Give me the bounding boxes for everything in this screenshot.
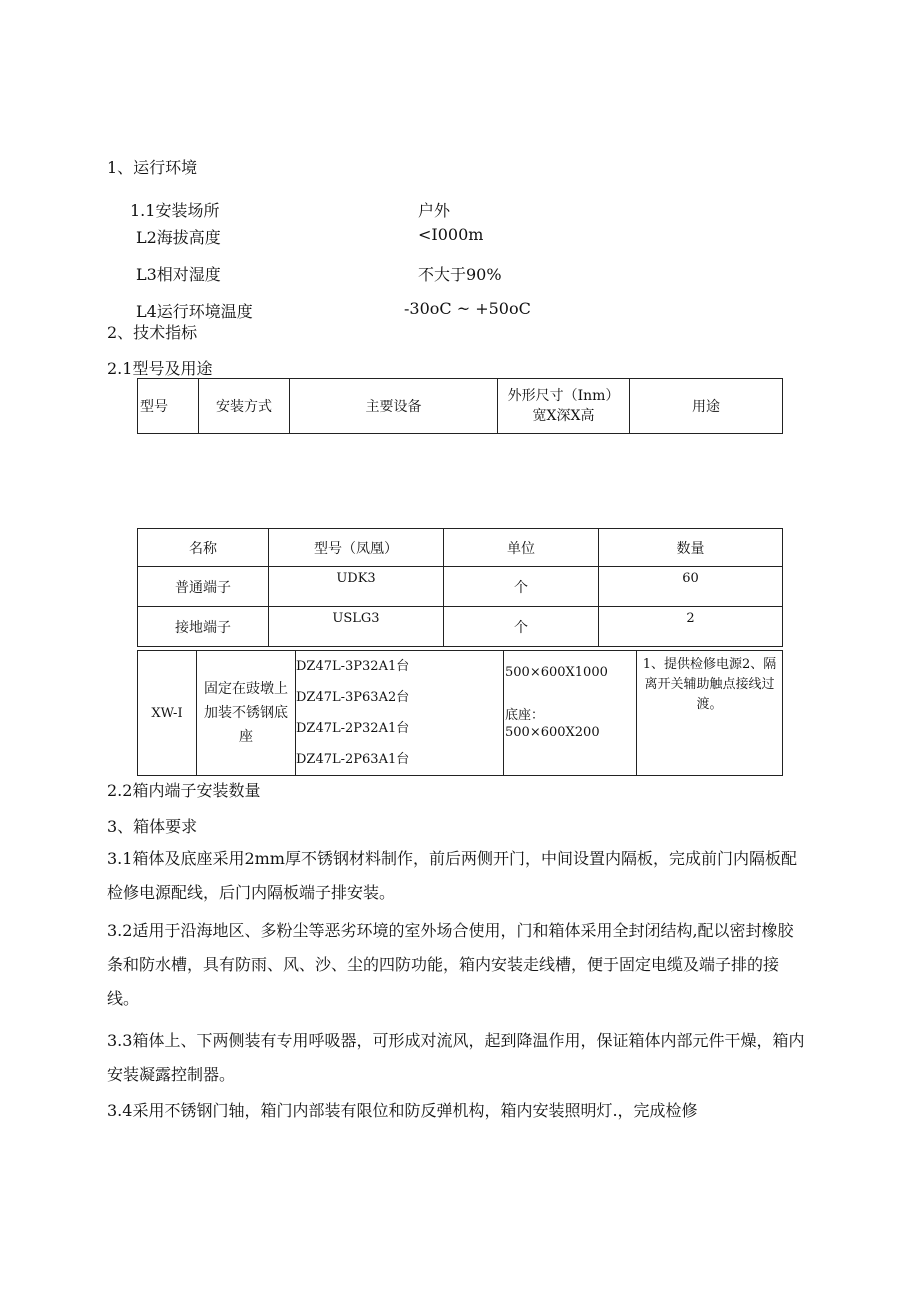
th-size xyxy=(498,379,630,434)
equipment-item: DZ47L-3P32A1台 xyxy=(296,659,410,674)
equipment-item: DZ47L-2P63A1台 xyxy=(296,752,410,767)
device-size xyxy=(504,651,637,776)
env-label-2: L2海拔高度 xyxy=(136,228,221,247)
cell-type: USLG3 xyxy=(269,607,444,647)
env-value-2: <I000m xyxy=(418,225,484,244)
cell-type: UDK3 xyxy=(269,567,444,607)
th-unit: 单位 xyxy=(444,529,599,567)
cell-name: 普通端子 xyxy=(138,567,269,607)
size-main: 500×600X1000 xyxy=(505,665,608,680)
cell-unit: 个 xyxy=(444,567,599,607)
terminal-table xyxy=(137,528,783,647)
spec-table xyxy=(137,378,783,434)
paragraph: 3.4采用不锈钢门轴，箱门内部装有限位和防反弹机构，箱内安装照明灯.，完成检修 xyxy=(107,1101,698,1120)
th-model: 型号 xyxy=(138,379,199,434)
equipment-item: DZ47L-2P32A1台 xyxy=(296,721,410,736)
env-label-4: L4运行环境温度 xyxy=(136,302,253,321)
equipment-item: DZ47L-3P63A2台 xyxy=(296,690,410,705)
section2-heading: 2、技术指标 xyxy=(107,323,198,342)
size-base-label: 底座： xyxy=(505,708,545,723)
cell-qty: 60 xyxy=(599,567,783,607)
env-value-1: 户外 xyxy=(418,201,451,220)
device-model: XW-I xyxy=(138,651,197,776)
size-base: 500×600X200 xyxy=(505,725,600,740)
cell-name: 接地端子 xyxy=(138,607,269,647)
device-use: 1、提供检修电源2、隔离开关辅助触点接线过渡。 xyxy=(637,651,783,776)
th-qty: 数量 xyxy=(599,529,783,567)
th-use: 用途 xyxy=(630,379,783,434)
env-label-1: 1.1安装场所 xyxy=(130,201,220,220)
th-equipment: 主要设备 xyxy=(290,379,498,434)
th-name: 名称 xyxy=(138,529,269,567)
env-label-3: L3相对湿度 xyxy=(136,265,221,284)
paragraph: 3.1箱体及底座采用2mm厚不锈钢材料制作，前后两侧开门，中间设置内隔板，完成前门内隔板配检修电源配线，后门内隔板端子排安装。 xyxy=(107,849,797,902)
th-type: 型号（凤凰） xyxy=(269,529,444,567)
section1-heading: 1、运行环境 xyxy=(107,158,198,177)
th-size-line1: 外形尺寸（Inm） xyxy=(507,388,620,404)
device-equipment xyxy=(296,651,504,776)
env-value-3: 不大于90% xyxy=(418,265,502,284)
device-install: 固定在豉墩上加装不锈钢底座 xyxy=(197,651,296,776)
device-table xyxy=(137,650,783,776)
th-install: 安装方式 xyxy=(199,379,290,434)
env-value-4: -30oC ~ +50oC xyxy=(404,299,531,318)
section3-heading: 3、箱体要求 xyxy=(107,817,198,836)
cell-qty: 2 xyxy=(599,607,783,647)
paragraph: 3.2适用于沿海地区、多粉尘等恶劣环境的室外场合使用，门和箱体采用全封闭结构,配以密封橡胶条和防水槽，具有防雨、风、沙、尘的四防功能，箱内安装走线槽，便于固定电缆及端子排的接线。 xyxy=(107,921,794,1008)
section2-sub2: 2.2箱内端子安装数量 xyxy=(107,781,261,800)
cell-unit: 个 xyxy=(444,607,599,647)
paragraph: 3.3箱体上、下两侧装有专用呼吸器，可形成对流风，起到降温作用，保证箱体内部元件干燥，箱内安装凝露控制器。 xyxy=(107,1031,805,1084)
th-size-line2: 宽X深X高 xyxy=(532,408,595,424)
section2-sub1: 2.1型号及用途 xyxy=(107,359,213,378)
